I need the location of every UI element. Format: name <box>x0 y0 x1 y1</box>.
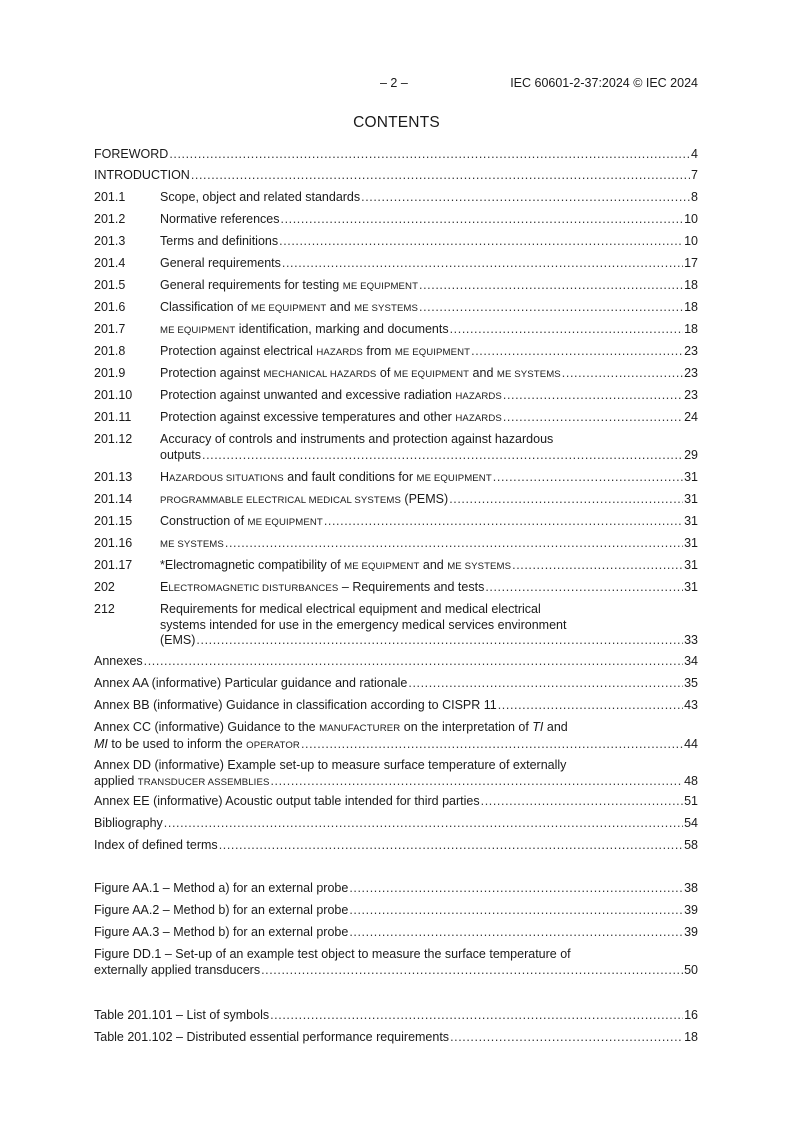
section-number: 201.6 <box>94 300 126 314</box>
defined-term: MECHANICAL HAZARDS <box>263 369 377 380</box>
defined-term: HAZARDS <box>455 413 502 424</box>
defined-term: MANUFACTURER <box>319 723 401 734</box>
entry-title <box>94 1008 269 1024</box>
entry-text-segment: Construction of <box>160 514 248 528</box>
toc-entry[interactable] <box>94 602 698 649</box>
entry-text-segment: Protection against excessive temperatures and other <box>160 410 456 424</box>
entry-text-segment: systems intended for use in the emergency medical services environment <box>160 617 567 632</box>
dot-leader <box>450 1030 683 1046</box>
entry-text-segment: Annexes <box>94 654 143 668</box>
page-reference[interactable]: 39 <box>684 903 698 917</box>
toc-entry[interactable] <box>94 654 698 670</box>
page-reference[interactable]: 7 <box>691 168 698 182</box>
entry-text-segment: Bibliography <box>94 816 163 830</box>
entry-text-segment: on the interpretation of <box>400 720 533 734</box>
entry-text-segment: General requirements for testing <box>160 278 343 292</box>
toc-entry[interactable] <box>94 366 698 383</box>
dot-leader <box>503 410 683 426</box>
entry-title <box>94 737 300 754</box>
entry-text-segment: externally applied transducers <box>94 962 261 977</box>
defined-term: HAZARDS <box>316 347 363 358</box>
entry-text-segment: Annex AA (informative) Particular guidance and rationale <box>94 676 408 690</box>
dot-leader <box>408 676 683 692</box>
entry-text-segment: to be used to inform the <box>107 736 247 751</box>
toc-entry[interactable] <box>94 1008 698 1024</box>
page-reference[interactable]: 8 <box>691 190 698 204</box>
toc-entry[interactable] <box>94 676 698 692</box>
toc-entry[interactable] <box>94 410 698 427</box>
page-reference[interactable]: 54 <box>684 816 698 830</box>
toc-entry[interactable] <box>94 881 698 897</box>
section-number: 201.2 <box>94 212 126 226</box>
entry-text-segment: Normative references <box>160 212 280 226</box>
entry-text-segment: (PEMS) <box>400 492 449 506</box>
entry-text-segment: Annex DD (informative) Example set-up to measure surface temperature of externally <box>94 758 567 772</box>
entry-title <box>160 432 553 448</box>
toc-entry[interactable] <box>94 536 698 553</box>
defined-term: ME SYSTEMS <box>447 561 512 572</box>
page-reference[interactable]: 31 <box>684 492 698 506</box>
toc-entry[interactable] <box>94 234 698 250</box>
defined-term: LECTROMAGNETIC DISTURBANCES <box>168 583 339 594</box>
entry-text-segment: Annex CC (informative) Guidance to the <box>94 720 320 734</box>
entry-text-segment: FOREWORD <box>94 147 169 161</box>
page-reference[interactable]: 18 <box>684 278 698 292</box>
page-reference[interactable]: 50 <box>684 962 698 977</box>
entry-text-segment: Terms and definitions <box>160 234 279 248</box>
entry-title <box>94 654 143 670</box>
entry-title <box>160 514 323 531</box>
defined-term: ME SYSTEMS <box>160 539 224 550</box>
page-reference[interactable]: 31 <box>684 558 698 572</box>
entry-title <box>94 963 260 979</box>
entry-title <box>160 602 541 618</box>
page-reference[interactable]: 39 <box>684 925 698 939</box>
entry-text-segment: Protection against electrical <box>160 344 317 358</box>
page-reference[interactable]: 18 <box>684 322 698 336</box>
dot-leader <box>270 774 683 790</box>
dot-leader <box>481 794 683 810</box>
dot-leader <box>196 633 683 649</box>
entry-text-segment: Figure AA.2 – Method b) for an external probe <box>94 903 349 917</box>
entry-title <box>160 212 280 228</box>
entry-title <box>160 536 224 553</box>
section-number: 201.7 <box>94 322 126 336</box>
dot-leader <box>301 737 683 753</box>
dot-leader <box>450 322 683 338</box>
contents-title: CONTENTS <box>353 114 440 131</box>
page-reference[interactable]: 23 <box>684 366 698 380</box>
page-reference[interactable]: 4 <box>691 147 698 161</box>
entry-title <box>160 618 566 634</box>
toc-entry[interactable] <box>94 838 698 854</box>
entry-text-segment: identification, marking and documents <box>235 322 449 336</box>
entry-title <box>160 448 201 464</box>
toc-entry[interactable] <box>94 470 698 487</box>
page-reference[interactable]: 38 <box>684 881 698 895</box>
entry-text-segment: Annex BB (informative) Guidance in classification according to CISPR 11 <box>94 698 497 712</box>
toc-entry[interactable] <box>94 514 698 531</box>
page-reference[interactable]: 10 <box>684 234 698 248</box>
italic-term: TI <box>532 720 544 734</box>
page-reference[interactable]: 48 <box>684 773 698 788</box>
toc-entry[interactable] <box>94 903 698 919</box>
entry-text-segment: from <box>362 344 395 358</box>
section-number: 201.4 <box>94 256 126 270</box>
dot-leader <box>349 925 683 941</box>
italic-term: MI <box>94 736 108 751</box>
dot-leader <box>324 514 683 530</box>
toc-entry[interactable] <box>94 147 698 163</box>
entry-text-segment: Annex EE (informative) Acoustic output table intended for third parties <box>94 794 480 808</box>
entry-text-segment: *Electromagnetic compatibility of <box>160 558 345 572</box>
page-reference[interactable]: 23 <box>684 344 698 358</box>
entry-text-segment: Figure AA.3 – Method b) for an external probe <box>94 925 349 939</box>
section-number: 201.13 <box>94 470 133 484</box>
entry-text-segment: INTRODUCTION <box>94 168 190 182</box>
entry-title <box>160 558 511 575</box>
dot-leader <box>449 492 683 508</box>
section-number: 201.3 <box>94 234 126 248</box>
entry-text-segment: of <box>376 366 394 380</box>
page-reference[interactable]: 17 <box>684 256 698 270</box>
entry-text-segment: H <box>160 470 170 484</box>
defined-term: PROGRAMMABLE ELECTRICAL MEDICAL SYSTEMS <box>160 495 401 506</box>
page-reference[interactable]: 58 <box>684 838 698 852</box>
toc-entry[interactable] <box>94 558 698 575</box>
defined-term: ME SYSTEMS <box>496 369 561 380</box>
entry-text-segment: Scope, object and related standards <box>160 190 361 204</box>
entry-title <box>94 698 497 714</box>
entry-text-segment: and <box>543 720 568 734</box>
defined-term: ME EQUIPMENT <box>393 369 470 380</box>
toc-entry[interactable] <box>94 168 698 184</box>
entry-title <box>94 168 190 184</box>
entry-text-segment: General requirements <box>160 256 281 270</box>
entry-title <box>160 388 502 405</box>
entry-title <box>94 1030 449 1046</box>
page-reference[interactable]: 31 <box>684 470 698 484</box>
defined-term: TRANSDUCER ASSEMBLIES <box>137 776 270 788</box>
section-number: 201.8 <box>94 344 126 358</box>
entry-title <box>94 881 348 897</box>
entry-text-segment: (EMS) <box>160 633 196 647</box>
entry-title <box>160 256 281 272</box>
defined-term: ME EQUIPMENT <box>160 325 236 336</box>
toc-entry[interactable] <box>94 758 698 790</box>
page-reference[interactable]: 31 <box>684 536 698 550</box>
dot-leader <box>493 470 683 486</box>
toc-entry[interactable] <box>94 698 698 714</box>
toc-entry[interactable] <box>94 432 698 463</box>
dot-leader <box>191 168 690 184</box>
entry-text-segment: applied <box>94 773 138 788</box>
dot-leader <box>503 388 683 404</box>
page-reference[interactable]: 10 <box>684 212 698 226</box>
toc-entry[interactable] <box>94 580 698 597</box>
section-number: 201.14 <box>94 492 133 506</box>
entry-text-segment: Requirements for medical electrical equipment and medical electrical <box>160 602 541 616</box>
entry-title <box>160 492 448 509</box>
entry-title <box>160 278 418 295</box>
section-number: 202 <box>94 580 115 594</box>
toc-entry[interactable] <box>94 190 698 206</box>
entry-text-segment: and <box>326 300 355 314</box>
defined-term: ME EQUIPMENT <box>251 303 327 314</box>
entry-title <box>94 816 163 832</box>
defined-term: ME EQUIPMENT <box>247 517 323 528</box>
dot-leader <box>471 344 683 360</box>
page-reference[interactable]: 44 <box>684 736 698 751</box>
entry-title <box>94 676 407 692</box>
defined-term: AZARDOUS SITUATIONS <box>169 473 284 484</box>
dot-leader <box>419 278 683 294</box>
entry-text-segment: Index of defined terms <box>94 838 218 852</box>
section-number: 201.10 <box>94 388 133 402</box>
section-number: 201.5 <box>94 278 126 292</box>
entry-text-segment: and fault conditions for <box>283 470 417 484</box>
page-reference[interactable]: 31 <box>684 514 698 528</box>
toc-entry[interactable] <box>94 278 698 295</box>
entry-text-segment: Table 201.101 – List of symbols <box>94 1008 270 1022</box>
entry-text-segment: Accuracy of controls and instruments and protection against hazardous <box>160 432 554 446</box>
page-reference[interactable]: 31 <box>684 580 698 594</box>
dot-leader <box>349 903 683 919</box>
toc-entry[interactable] <box>94 344 698 361</box>
toc-entry[interactable] <box>94 322 698 339</box>
dot-leader <box>144 654 683 670</box>
section-number: 201.16 <box>94 536 133 550</box>
entry-text-segment: E <box>160 580 169 594</box>
dot-leader <box>279 234 683 250</box>
page-reference[interactable]: 35 <box>684 676 698 690</box>
dot-leader <box>219 838 683 854</box>
toc-entry[interactable] <box>94 492 698 509</box>
defined-term: HAZARDS <box>455 391 502 402</box>
entry-text-segment: Figure AA.1 – Method a) for an external probe <box>94 881 349 895</box>
defined-term: ME EQUIPMENT <box>344 561 420 572</box>
entry-text-segment: Protection against unwanted and excessive radiation <box>160 388 456 402</box>
page-reference[interactable]: 18 <box>684 1030 698 1044</box>
entry-title <box>160 234 278 250</box>
toc-entry[interactable] <box>94 1030 698 1046</box>
dot-leader <box>169 147 690 163</box>
page-number: – 2 – <box>380 76 408 90</box>
section-number: 201.17 <box>94 558 133 572</box>
section-number: 212 <box>94 602 115 616</box>
dot-leader <box>562 366 683 382</box>
page-reference[interactable]: 23 <box>684 388 698 402</box>
entry-title <box>160 470 492 487</box>
dot-leader <box>225 536 683 552</box>
entry-text-segment: and <box>419 558 448 572</box>
section-number: 201.12 <box>94 432 133 446</box>
dot-leader <box>361 190 690 206</box>
page-reference[interactable]: 16 <box>684 1008 698 1022</box>
entry-title <box>94 925 348 941</box>
page-reference[interactable]: 33 <box>684 633 698 647</box>
toc-entry[interactable] <box>94 388 698 405</box>
entry-title <box>160 300 418 317</box>
toc-entry[interactable] <box>94 925 698 941</box>
defined-term: OPERATOR <box>246 739 300 751</box>
toc-entry[interactable] <box>94 300 698 317</box>
toc-entry[interactable] <box>94 212 698 228</box>
page-reference[interactable]: 34 <box>684 654 698 668</box>
entry-title <box>160 410 502 427</box>
defined-term: ME EQUIPMENT <box>342 281 419 292</box>
entry-title <box>160 366 561 383</box>
toc-entry[interactable] <box>94 794 698 810</box>
section-number: 201.11 <box>94 410 132 424</box>
defined-term: ME EQUIPMENT <box>394 347 471 358</box>
document-id: IEC 60601-2-37:2024 © IEC 2024 <box>510 76 698 90</box>
page-reference[interactable]: 18 <box>684 300 698 314</box>
entry-title <box>94 774 269 791</box>
entry-text-segment: and <box>469 366 497 380</box>
section-number: 201.1 <box>94 190 126 204</box>
entry-text-segment: outputs <box>160 447 202 462</box>
dot-leader <box>485 580 683 596</box>
entry-title <box>94 903 348 919</box>
section-number: 201.15 <box>94 514 133 528</box>
toc-entry[interactable] <box>94 256 698 272</box>
dot-leader <box>349 881 683 897</box>
page-reference[interactable]: 29 <box>684 447 698 462</box>
dot-leader <box>282 256 683 272</box>
toc-entry[interactable] <box>94 816 698 832</box>
entry-title <box>160 633 195 649</box>
entry-title <box>160 580 484 597</box>
dot-leader <box>512 558 683 574</box>
page-reference[interactable]: 51 <box>684 794 698 808</box>
dot-leader <box>270 1008 683 1024</box>
entry-title <box>160 190 360 206</box>
defined-term: ME EQUIPMENT <box>416 473 492 484</box>
entry-title <box>94 947 571 963</box>
entry-text-segment: Classification of <box>160 300 252 314</box>
entry-title <box>160 322 449 339</box>
dot-leader <box>202 448 683 464</box>
entry-title <box>160 344 470 361</box>
entry-title <box>94 720 568 737</box>
dot-leader <box>164 816 683 832</box>
dot-leader <box>419 300 683 316</box>
page-reference[interactable]: 24 <box>684 410 698 424</box>
dot-leader <box>498 698 683 714</box>
dot-leader <box>261 963 683 979</box>
toc-entry[interactable] <box>94 947 698 978</box>
entry-text-segment: Table 201.102 – Distributed essential performance requirements <box>94 1030 450 1044</box>
defined-term: ME SYSTEMS <box>354 303 419 314</box>
toc-entry[interactable] <box>94 720 698 753</box>
entry-title <box>94 758 566 774</box>
entry-title <box>94 838 218 854</box>
entry-title <box>94 147 168 163</box>
entry-text-segment: – Requirements and tests <box>338 580 485 594</box>
section-number: 201.9 <box>94 366 126 380</box>
entry-text-segment: Figure DD.1 – Set-up of an example test object to measure the surface temperature of <box>94 947 571 961</box>
entry-title <box>94 794 480 810</box>
page-reference[interactable]: 43 <box>684 698 698 712</box>
page-header <box>94 76 698 92</box>
dot-leader <box>281 212 684 228</box>
entry-text-segment: Protection against <box>160 366 264 380</box>
